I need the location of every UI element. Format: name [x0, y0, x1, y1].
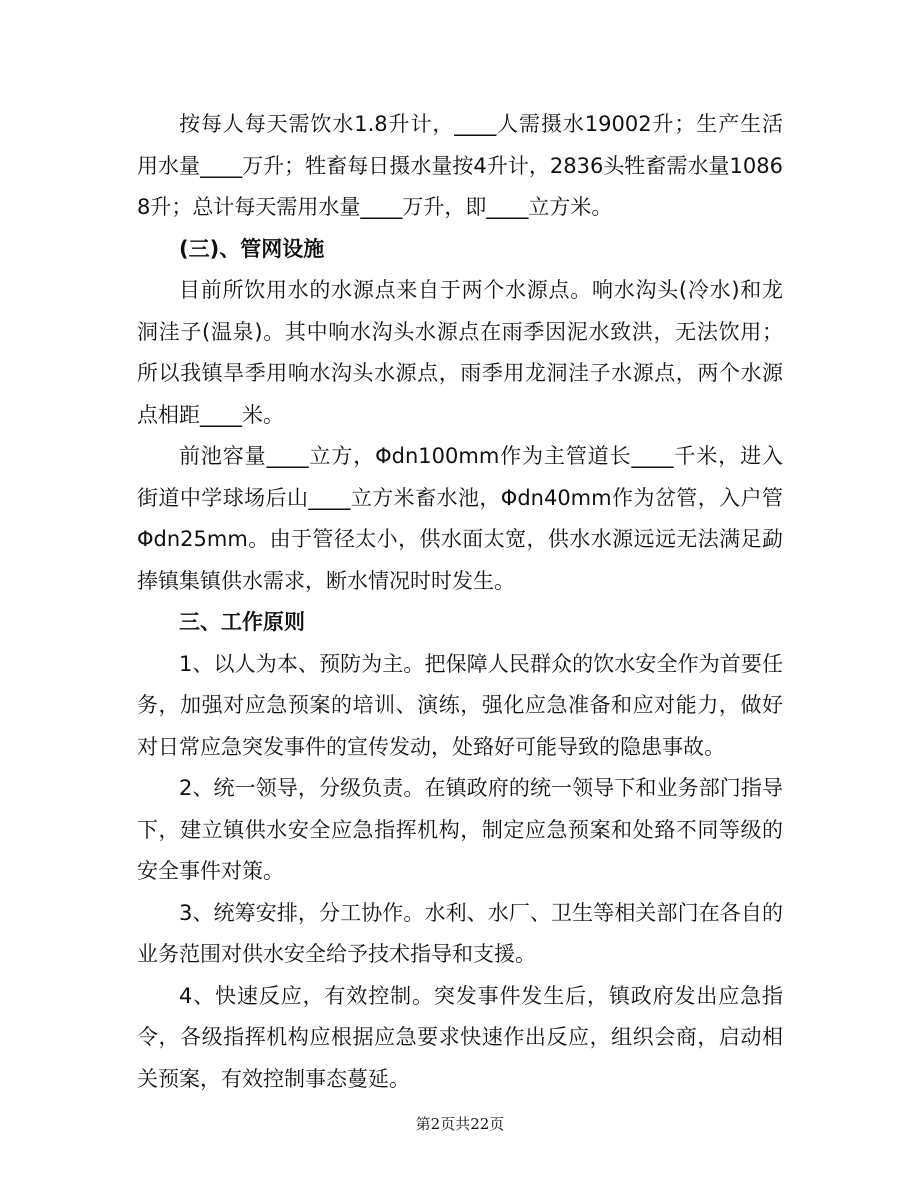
page-number-footer: 第2页共22页 — [415, 1115, 505, 1133]
principle-item-2: 2、统一领导，分级负责。在镇政府的统一领导下和业务部门指导下，建立镇供水安全应急指挥机构，制定应急预案和处臵不同等级的安全事件对策。 — [137, 776, 783, 883]
paragraph-water-demand: 按每人每天需饮水1.8升计，____人需摄水19002升；生产生活用水量____万升；牲畜每日摄水量按4升计，2836头牲畜需水量10868升；总计每天需用水量____万升，即____立方米。 — [137, 112, 783, 219]
section-heading-pipe-network: (三)、管网设施 — [179, 236, 325, 261]
paragraph-pipe-capacity: 前池容量____立方，Φdn100mm作为主管道长____千米，进入街道中学球场后山____立方米畜水池，Φdn40mm作为岔管，入户管Φdn25mm。由于管径太小，供水面太宽，供水水源远远无法满足勐捧镇集镇供水需求，断水情况时时发生。 — [137, 444, 783, 593]
principle-item-3: 3、统筹安排，分工协作。水利、水厂、卫生等相关部门在各自的业务范围对供水安全给予技术指导和支援。 — [137, 900, 783, 966]
section-heading-work-principles: 三、工作原则 — [179, 610, 305, 634]
principle-item-4: 4、快速反应，有效控制。突发事件发生后，镇政府发出应急指令，各级指挥机构应根据应急要求快速作出反应，组织会商，启动相关预案，有效控制事态蔓延。 — [137, 983, 783, 1091]
document-body — [137, 104, 783, 1100]
principle-item-1: 1、以人为本、预防为主。把保障人民群众的饮水安全作为首要任务，加强对应急预案的培训、演练，强化应急准备和应对能力，做好对日常应急突发事件的宣传发动，处臵好可能导致的隐患事故。 — [137, 651, 783, 759]
paragraph-water-source: 目前所饮用水的水源点来自于两个水源点。响水沟头(冷水)和龙洞洼子(温泉)。其中响水沟头水源点在雨季因泥水致洪，无法饮用；所以我镇旱季用响水沟头水源点，雨季用龙洞洼子水源点，两个水源点相距____米。 — [137, 278, 783, 427]
